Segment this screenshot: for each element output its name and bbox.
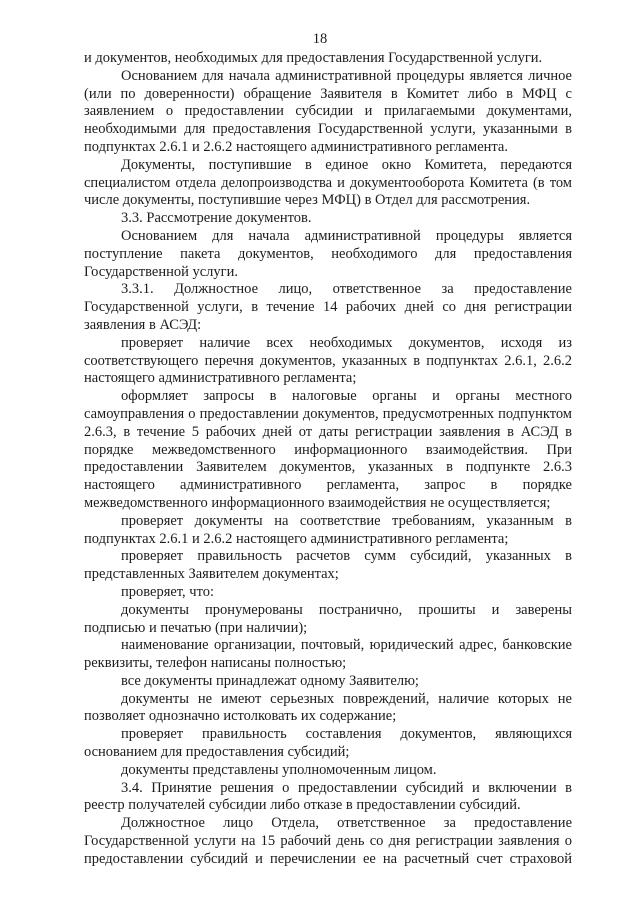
list-item: проверяет правильность расчетов сумм субсидий, указанных в представленных Заявителем документах;: [84, 548, 572, 583]
list-item: проверяет наличие всех необходимых документов, исходя из соответствующего перечня документов, указанных в подпунктах 2.6.1, 2.6.2 настоящего административного регламента;: [84, 334, 572, 387]
list-item: проверяет, что:: [121, 583, 215, 600]
paragraph: Основанием для начала административной процедуры является личное (или по доверенности) обращение Заявителя в Комитет либо в МФЦ с заявлением о предоставлении субсидии и прилагаемыми документами, необходимыми для предоставления Государственной услуги, указанными в подпунктах 2.6.1 и 2.6.2 настоящего административного регламента.: [84, 67, 572, 155]
list-item: наименование организации, почтовый, юридический адрес, банковские реквизиты, телефон написаны полностью;: [84, 637, 572, 672]
paragraph: Должностное лицо Отдела, ответственное за предоставление Государственной услуги на 15 рабочий день со дня регистрации заявления о предоставлении субсидий и перечислении ее на расчетный счет страховой: [84, 815, 572, 867]
paragraph: и документов, необходимых для предоставления Государственной услуги.: [84, 50, 543, 66]
list-item: проверяет правильность составления документов, являющихся основанием для предоставления субсидий;: [84, 726, 572, 761]
list-item: оформляет запросы в налоговые органы и органы местного самоуправления о предоставлении документов, предусмотренных подпунктом 2.6.3, в течение 5 рабочих дней от даты регистрации заявления в АСЭД в порядке межведомственного информационного взаимодействия. При предоставлении Заявителем документов, указанных в подпункте 2.6.3 настоящего административного регламента, запрос в порядке межведомственного информационного взаимодействия не осуществляется;: [84, 388, 572, 511]
paragraph: 3.3.1. Должностное лицо, ответственное за предоставление Государственной услуги, в течение 14 рабочих дней со дня регистрации заявления в АСЭД:: [84, 281, 572, 333]
section-heading: 3.4. Принятие решения о предоставлении субсидий и включении в реестр получателей субсидии либо отказе в предоставлении субсидий.: [84, 779, 572, 814]
list-item: документы пронумерованы постранично, прошиты и заверены подписью и печатью (при наличии);: [84, 601, 572, 636]
paragraph: Документы, поступившие в единое окно Комитета, передаются специалистом отдела делопроизводства и документооборота Комитета (в том числе документы, поступившие через МФЦ) в Отдел для рассмотрения.: [84, 156, 572, 209]
document-body: [84, 50, 572, 869]
list-item: документы представлены уполномоченным лицом.: [121, 761, 437, 778]
paragraph: Основанием для начала административной процедуры является поступление пакета документов, необходимого для предоставления Государственной услуги.: [84, 227, 572, 280]
list-item: проверяет документы на соответствие требованиям, указанным в подпунктах 2.6.1 и 2.6.2 настоящего административного регламента;: [84, 512, 572, 547]
page-number: 18: [312, 31, 328, 47]
list-item: документы не имеют серьезных повреждений, наличие которых не позволяет однозначно истолковать их содержание;: [84, 690, 572, 725]
list-item: все документы принадлежат одному Заявителю;: [121, 672, 419, 689]
section-heading: 3.3. Рассмотрение документов.: [121, 210, 312, 227]
